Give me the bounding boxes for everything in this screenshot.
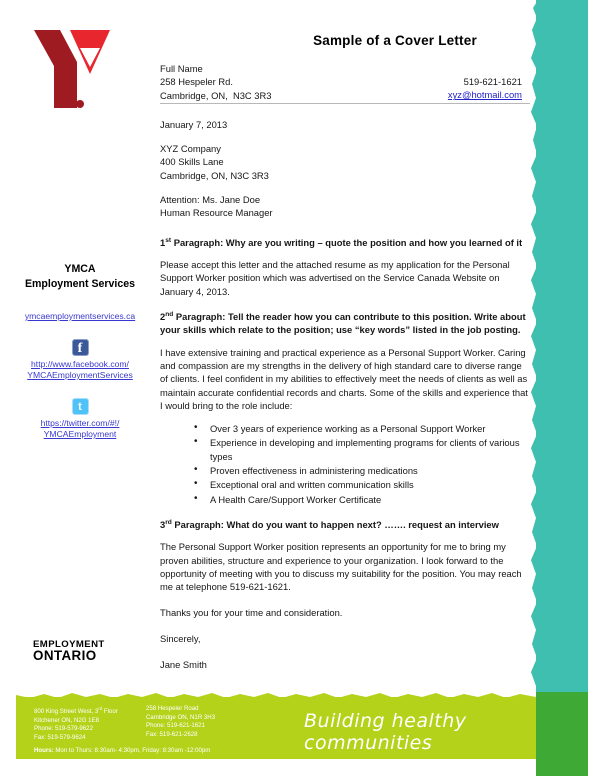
- footer-banner: [16, 697, 536, 759]
- sidebar-facebook-link-line1[interactable]: http://www.facebook.com/: [31, 358, 129, 369]
- closing-signature: Jane Smith: [160, 659, 207, 671]
- sender-block: [160, 62, 530, 104]
- recipient-city: Cambridge, ON, N3C 3R3: [160, 169, 269, 181]
- list-item: • Exceptional oral and written communication skills: [194, 478, 530, 491]
- green-corner-block: [536, 692, 588, 776]
- sidebar-website-link[interactable]: ymcaemploymentservices.ca: [24, 311, 136, 321]
- attention-line: Attention: Ms. Jane Doe: [160, 194, 261, 206]
- sender-phone: 519-621-1621: [463, 76, 522, 87]
- sender-email[interactable]: xyz@hotmail.com: [447, 89, 522, 101]
- facebook-icon[interactable]: f: [72, 339, 89, 356]
- closing-thanks: Thanks you for your time and consideration.: [160, 606, 343, 618]
- footer-office2-fax: Fax: 519-621-2628: [146, 730, 198, 738]
- list-item: • Over 3 years of experience working as a Personal Support Worker: [194, 422, 530, 435]
- paragraph1-heading: [160, 234, 530, 249]
- employment-ontario-logo: [33, 640, 105, 661]
- letter-body: [160, 62, 530, 681]
- teal-side-band: [536, 0, 588, 692]
- torn-edge-decoration-top: [16, 692, 536, 699]
- paragraph2-ordinal: 2: [160, 311, 166, 323]
- footer-office-cambridge: [146, 705, 215, 739]
- recipient-company: XYZ Company: [160, 143, 221, 155]
- paragraph1-ordinal-suffix: st: [165, 236, 172, 244]
- paragraph1-body: Please accept this letter and the attached resume as my application for the Personal Support Worker position which was advertised on the Service Canada Website on January 4, 2013.: [160, 259, 510, 297]
- sidebar: [6, 262, 154, 441]
- list-item: • Proven effectiveness in administering medications: [194, 464, 530, 477]
- paragraph2-body: I have extensive training and practical experience as a Personal Support Worker. Caring and compassion are my strengths in the delivery of high standard care to diverse range of clients. I feel confident in my abilities to effectively meet the needs of clients as well as maintain accurate confidential records and charts. Some of the skills and experience that I would bring to the role include:: [160, 346, 528, 411]
- sidebar-twitter-link-line2[interactable]: YMCAEmployment: [43, 429, 117, 439]
- list-item: • A Health Care/Support Worker Certificate: [194, 493, 530, 506]
- paragraph2-heading: [160, 308, 530, 337]
- paragraph3-ordinal-suffix: rd: [165, 518, 172, 526]
- employment-ontario-line2: ONTARIO: [33, 647, 97, 663]
- sender-city: Cambridge, ON, N3C 3R3: [160, 89, 272, 101]
- skills-bullet-list: [160, 422, 530, 506]
- footer-office1-street-tail: Floor: [102, 708, 118, 716]
- recipient-street: 400 Skills Lane: [160, 156, 224, 168]
- page-title: Sample of a Cover Letter: [313, 33, 477, 48]
- paragraph3-heading: [160, 516, 530, 531]
- paragraph1-heading-text: Paragraph: Why are you writing – quote the position and how you learned of it: [171, 236, 523, 248]
- twitter-icon[interactable]: t: [72, 398, 89, 415]
- sender-street: 258 Hespeler Rd.: [160, 76, 233, 88]
- footer-office2-street: 258 Hespeler Road: [146, 705, 199, 712]
- torn-edge-decoration: [529, 0, 538, 692]
- ymca-logo-icon: [30, 26, 114, 112]
- letter-date: January 7, 2013: [160, 118, 228, 130]
- closing-signoff: Sincerely,: [160, 632, 201, 644]
- sidebar-title-line1: YMCA: [64, 263, 96, 275]
- sidebar-facebook-link-line2[interactable]: YMCAEmploymentServices: [27, 370, 133, 380]
- attention-block: [160, 193, 530, 220]
- list-item: • Experience in developing and implementing programs for clients of various types: [194, 436, 530, 463]
- sidebar-twitter-link-line1[interactable]: https://twitter.com/#!/: [40, 417, 120, 428]
- footer-office2-city: Cambridge ON, N1R 3H3: [146, 713, 216, 721]
- footer-office2-phone: Phone: 519-621-1621: [146, 722, 205, 730]
- paragraph2-ordinal-suffix: nd: [165, 310, 174, 318]
- footer-office1-city: Kitchener ON, N2G 1E8: [34, 716, 100, 724]
- footer-hours-label: Hours:: [34, 747, 54, 754]
- footer-office1-phone: Phone: 519-579-9622: [34, 725, 93, 733]
- footer-hours-value: Mon to Thurs: 8:30am- 4:30pm, Friday: 8:30am -12:00pm: [53, 747, 211, 754]
- paragraph1-ordinal: 1: [160, 236, 166, 248]
- sender-contact: [448, 75, 522, 102]
- footer-office1-fax: Fax: 519-579-9624: [34, 733, 86, 741]
- footer-office-kitchener: [34, 705, 118, 742]
- paragraph3-heading-text: Paragraph: What do you want to happen next? ……. request an interview: [171, 519, 499, 531]
- paragraph3-body: The Personal Support Worker position represents an opportunity for me to bring my proven abilities, structure and experience to your organization. I look forward to the opportunity of meeting with you to discuss my suitability for the position. You may reach me at telephone 519-621-1621.: [160, 541, 522, 593]
- ymca-logo: [30, 26, 114, 112]
- footer-tagline: Building healthy communities: [304, 710, 467, 754]
- paragraph2-heading-text: Paragraph: Tell the reader how you can contribute to this position. Write about your skills which relate to the position; use “key words” listed in the job posting.: [160, 311, 526, 336]
- footer-office1-street: 800 King Street West, 3: [34, 708, 99, 716]
- recipient-block: [160, 142, 530, 182]
- employment-ontario-line1: EMPLOYMENT: [33, 639, 105, 650]
- paragraph3-ordinal: 3: [160, 519, 166, 531]
- recipient-role: Human Resource Manager: [160, 207, 273, 219]
- footer-office1-street-sup: rd: [98, 706, 103, 711]
- sender-name: Full Name: [160, 63, 203, 74]
- footer-hours: [34, 747, 210, 754]
- sidebar-title-line2: Employment Services: [24, 278, 136, 290]
